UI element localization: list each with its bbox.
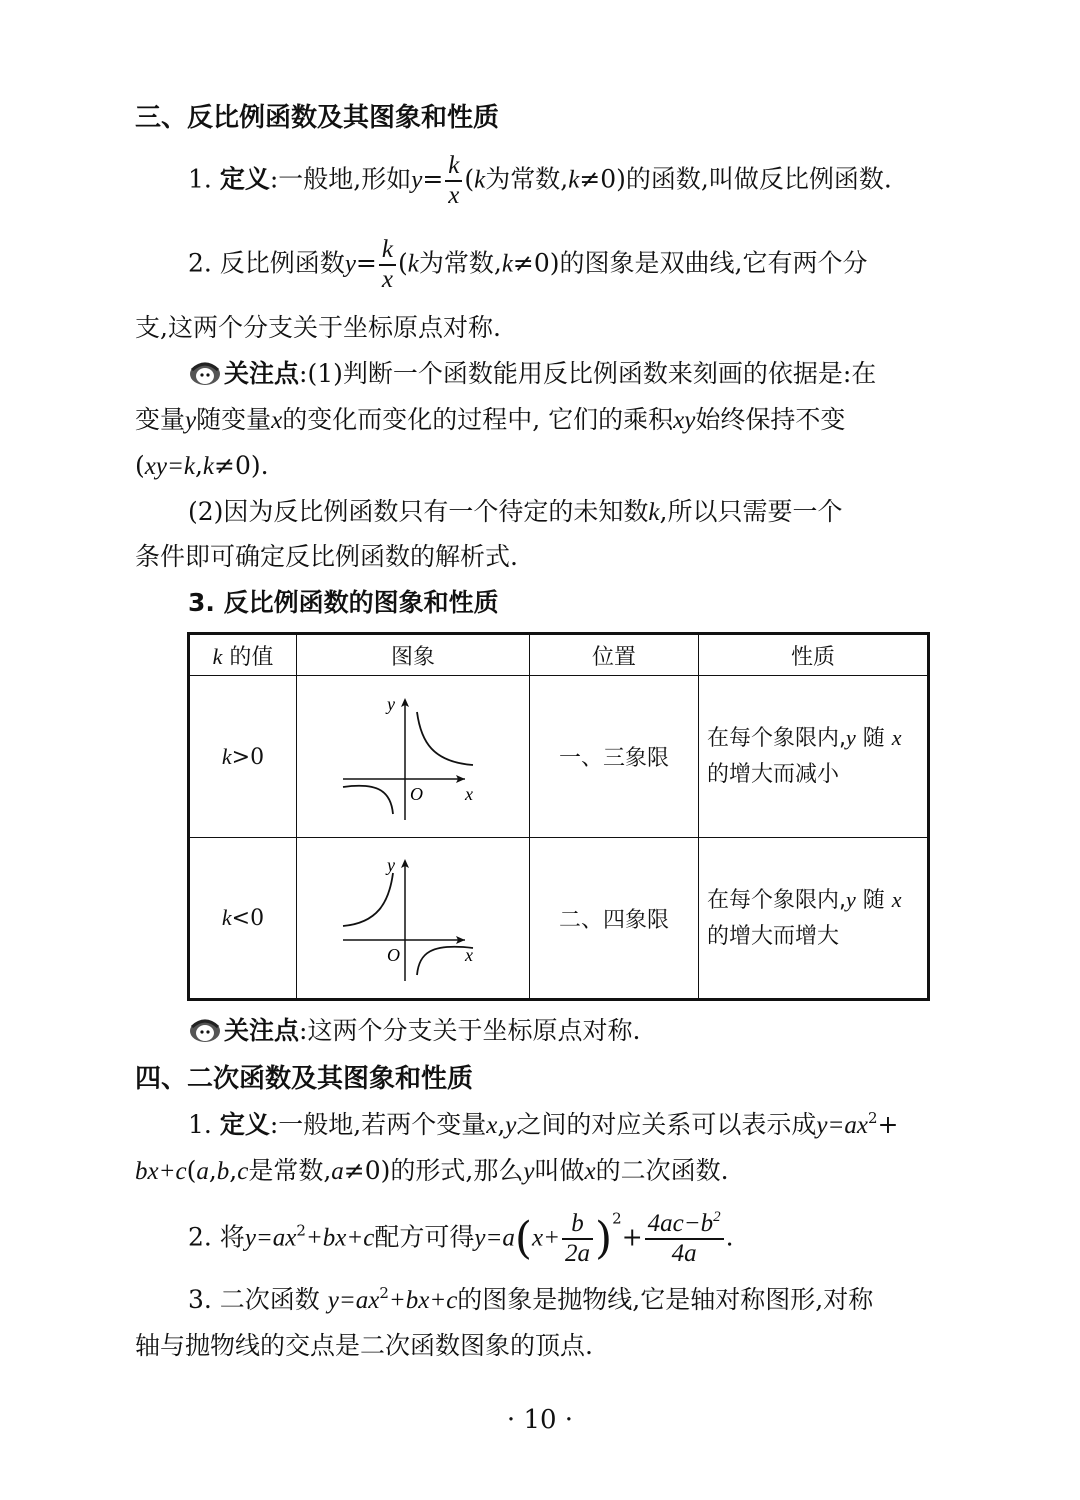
header-property: 性质 [699,634,929,676]
header-position: 位置 [530,634,699,676]
fraction-k-over-x: $\frac{k}{x}$ [379,236,396,294]
student-cap-icon [188,360,222,386]
axis-y-label: y [387,855,395,875]
k-value-cell: k<0 [189,838,297,1000]
paragraph-continuation: 支,这两个分支关于坐标原点对称. [135,313,501,342]
axis-x-label: x [465,783,473,804]
table-header-row [189,634,929,676]
property-cell: 在每个象限内,y 随 x 的增大而减小 [699,676,929,838]
quadratic-definition-line-2: bx+c(a,b,c是常数,a≠0)的形式,那么y叫做x的二次函数. [135,1156,729,1185]
note-paragraph-1-line-2: 变量y随变量x的变化而变化的过程中, 它们的乘积xy始终保持不变 [135,405,846,434]
header-k-value: k 的值 [189,634,297,676]
note-paragraph-2-line-2: 条件即可确定反比例函数的解析式. [135,542,518,571]
position-cell: 一、三象限 [530,676,699,838]
graph-description-paragraph: 2. 反比例函数y= $\frac{k}{x}$ (k为常数,k≠0)的图象是双曲线,它有两个分 [188,236,868,293]
note-symmetry: 关注点:这两个分支关于坐标原点对称. [188,1015,640,1047]
k-value-cell: k>0 [189,676,297,838]
axis-x-label: x [465,945,473,965]
quadratic-definition: 1. 定义:一般地,若两个变量x,y之间的对应关系可以表示成$y=ax^2+$ [188,1109,899,1139]
definition-paragraph: 1. 定义:一般地,形如y= $\frac{k}{x}$ (k为常数,k≠0)的函数,叫做反比例函数. [188,152,892,209]
table-row [189,838,929,1000]
table-row [189,676,929,838]
axis-y-label: y [387,693,395,714]
fraction-b-over-2a: $\frac{b}{2a}$ [562,1210,593,1268]
header-graph: 图象 [297,634,530,676]
origin-label: O [387,945,400,965]
hyperbola-graph-k-negative [333,853,493,983]
note-paragraph-1: 关注点:(1)判断一个函数能用反比例函数来刻画的依据是:在 [188,358,876,390]
position-cell: 二、四象限 [530,838,699,1000]
vertex-form-paragraph: 2. 将$y=ax^2+bx+c$配方可得y=a(x+ $\frac{b}{2a}$ )$^2$+ $\frac{4ac-b^2}{4a}$ . [188,1209,734,1267]
hyperbola-graph-k-positive [333,692,493,822]
graph-cell [297,676,530,838]
properties-table [187,632,930,1001]
fraction-k-over-x: $\frac{k}{x}$ [445,152,462,210]
property-cell: 在每个象限内,y 随 x 的增大而增大 [699,838,929,1000]
note-paragraph-1-line-3: (xy=k,k≠0). [135,451,269,480]
page-number: · 10 · [506,1405,574,1435]
note-paragraph-2: (2)因为反比例函数只有一个待定的未知数k,所以只需要一个 [188,497,843,526]
parabola-paragraph-line-2: 轴与抛物线的交点是二次函数图象的顶点. [135,1331,593,1360]
graph-cell [297,838,530,1000]
student-cap-icon [188,1017,222,1043]
table-caption: 3. 反比例函数的图象和性质 [188,588,499,617]
origin-label: O [410,783,423,804]
fraction-discriminant: $\frac{4ac-b^2}{4a}$ [645,1210,724,1268]
parabola-paragraph: 3. 二次函数 $y=ax^2+bx+c$的图象是抛物线,它是轴对称图形,对称 [188,1284,874,1314]
section-title-quadratic: 四、二次函数及其图象和性质 [135,1064,474,1094]
section-title-inverse-proportion: 三、反比例函数及其图象和性质 [135,103,500,133]
